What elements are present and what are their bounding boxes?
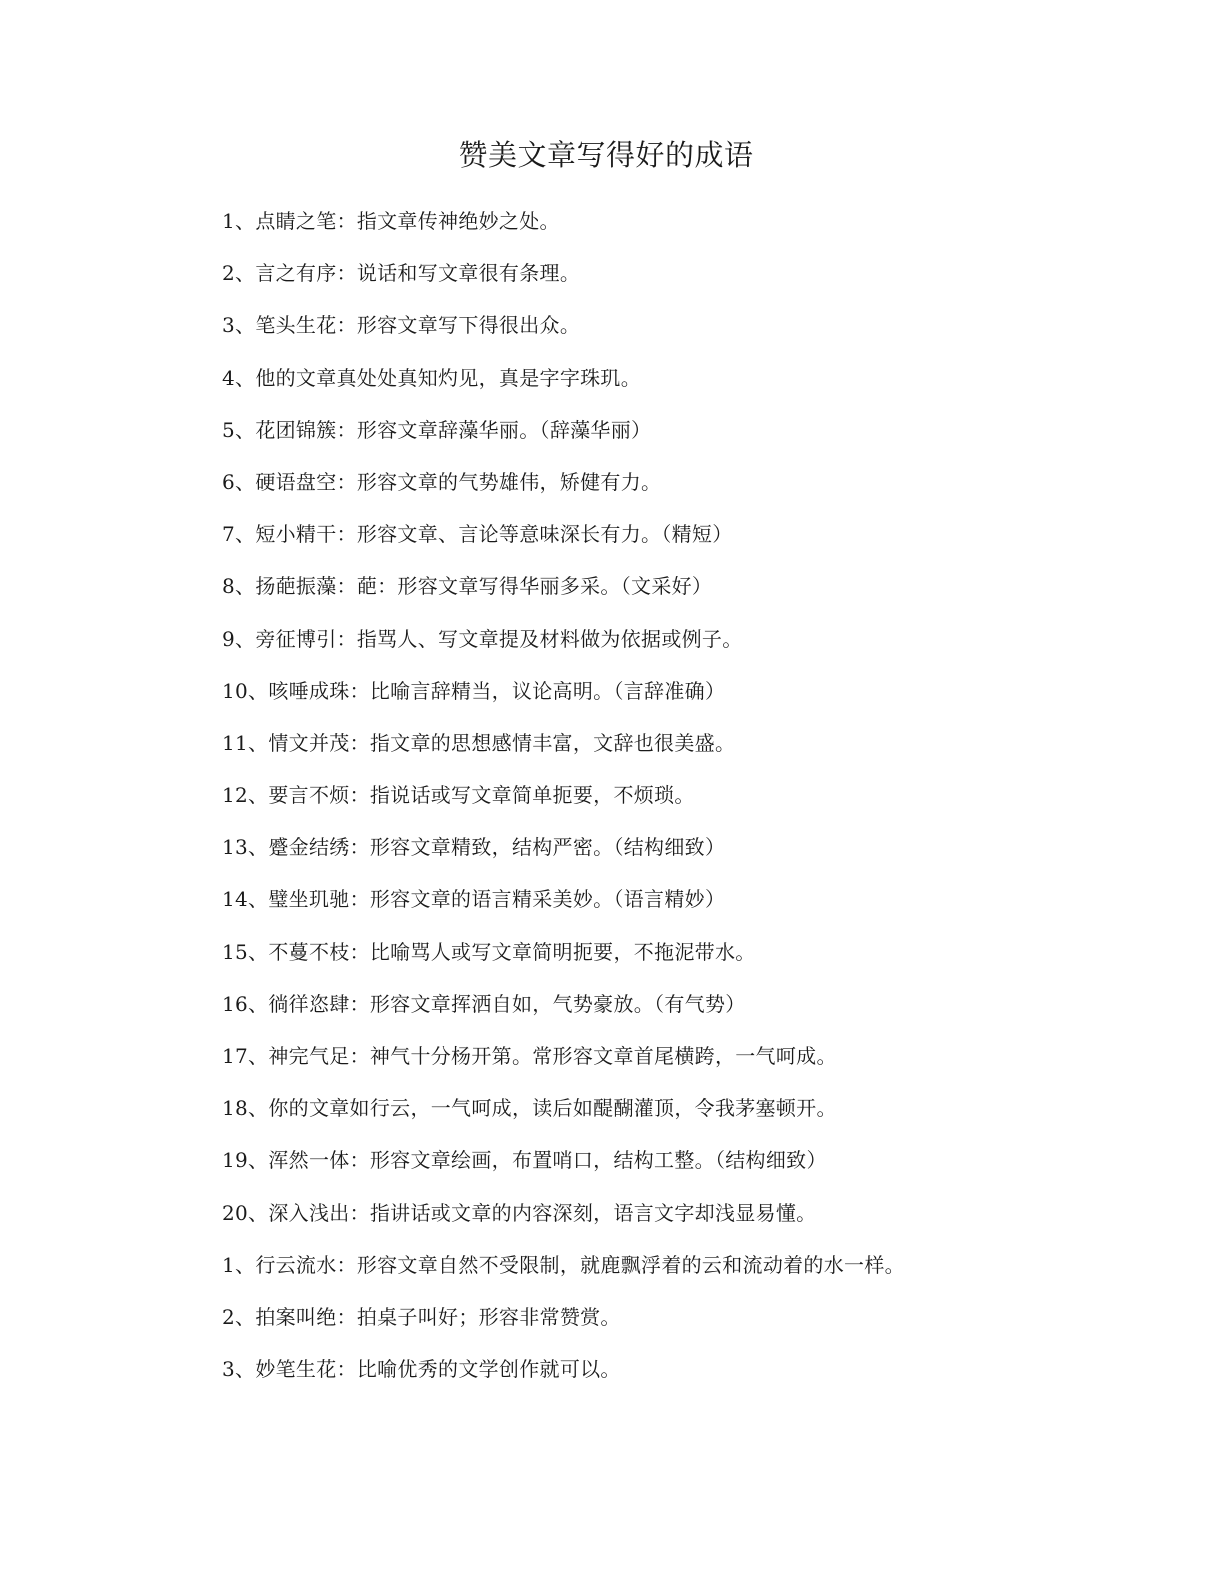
list-item: 11、情文并茂：指文章的思想感情丰富，文辞也很美盛。 [222,730,736,755]
list-item: 16、徜徉恣肆：形容文章挥洒自如，气势豪放。（有气势） [222,991,746,1016]
list-item: 4、他的文章真处处真知灼见，真是字字珠玑。 [222,365,642,390]
list-item: 10、咳唾成珠：比喻言辞精当，议论高明。（言辞准确） [222,678,726,703]
list-item: 9、旁征博引：指骂人、写文章提及材料做为依据或例子。 [222,626,743,651]
list-item: 20、深入浅出：指讲话或文章的内容深刻，语言文字却浅显易懂。 [222,1200,817,1225]
list-item: 12、要言不烦：指说话或写文章简单扼要，不烦琐。 [222,783,695,808]
list-item: 5、花团锦簇：形容文章辞藻华丽。（辞藻华丽） [222,417,652,442]
list-item: 2、言之有序：说话和写文章很有条理。 [222,261,581,286]
list-item: 15、不蔓不枝：比喻骂人或写文章简明扼要，不拖泥带水。 [222,939,756,964]
list-item: 1、行云流水：形容文章自然不受限制，就鹿飘浮着的云和流动着的水一样。 [222,1252,905,1277]
list-item: 18、你的文章如行云，一气呵成，读后如醍醐灌顶，令我茅塞顿开。 [222,1096,837,1121]
document-title: 赞美文章写得好的成语 [458,138,754,172]
list-item: 14、璧坐玑驰：形容文章的语言精采美妙。（语言精妙） [222,887,726,912]
list-item: 13、蹙金结绣：形容文章精致，结构严密。（结构细致） [222,835,726,860]
list-item: 2、拍案叫绝：拍桌子叫好；形容非常赞赏。 [222,1304,621,1329]
idiom-list [222,198,1182,1398]
list-item: 8、扬葩振藻：葩：形容文章写得华丽多采。（文采好） [222,574,713,599]
list-item: 19、浑然一体：形容文章绘画，布置哨口，结构工整。（结构细致） [222,1148,827,1173]
list-item: 17、神完气足：神气十分杨开第。常形容文章首尾横跨，一气呵成。 [222,1044,837,1068]
list-item: 3、妙笔生花：比喻优秀的文学创作就可以。 [222,1357,621,1382]
list-item: 7、短小精干：形容文章、言论等意味深长有力。（精短） [222,522,733,547]
list-item: 6、硬语盘空：形容文章的气势雄伟，矫健有力。 [222,469,662,494]
list-item: 3、笔头生花：形容文章写下得很出众。 [222,313,581,338]
list-item: 1、点睛之笔：指文章传神绝妙之处。 [222,209,560,233]
